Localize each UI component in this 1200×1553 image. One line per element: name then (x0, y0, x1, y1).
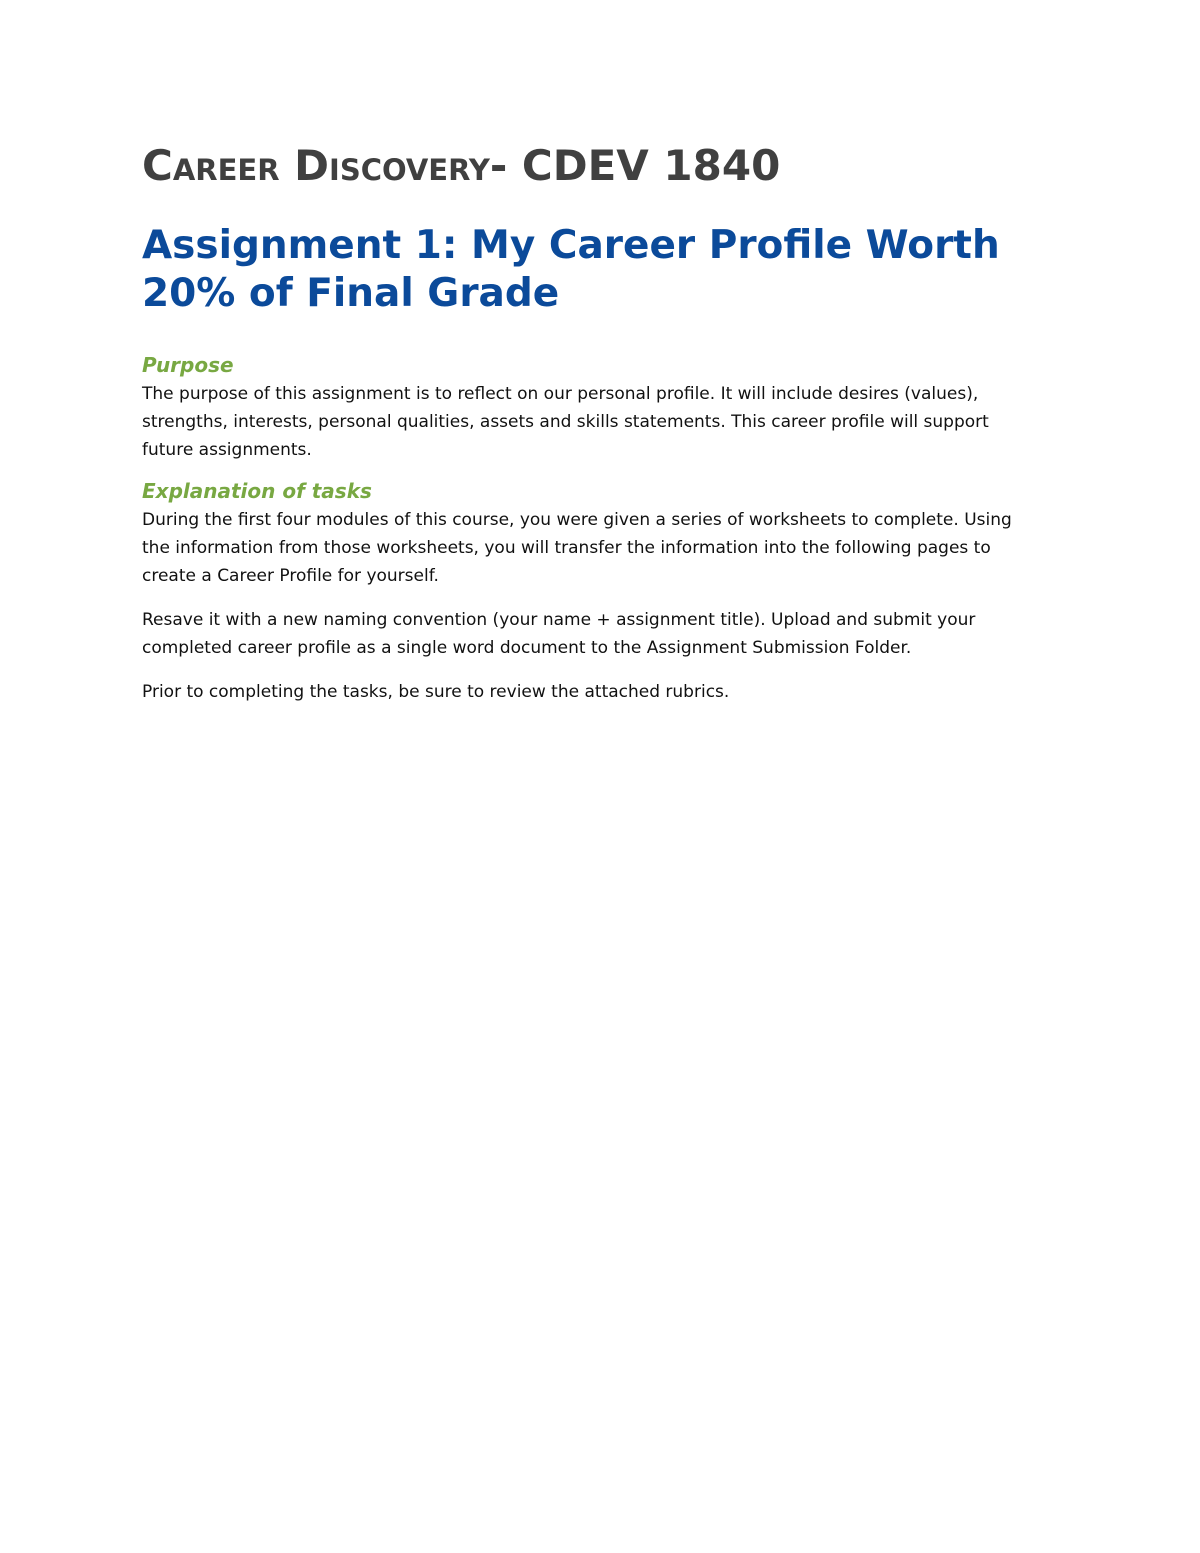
section-heading-explanation: Explanation of tasks (142, 479, 372, 503)
explanation-paragraph-2: Resave it with a new naming convention (your name + assignment title). Upload and submit your completed career profile as a single word document to the Assignment Submission Folder. (142, 610, 976, 658)
section-heading-purpose: Purpose (142, 353, 234, 377)
explanation-paragraph-1: During the first four modules of this course, you were given a series of worksheets to complete. Using the information from those worksheets, you will transfer the information into the following pages to create a Career Profile for yourself. (142, 510, 1012, 586)
explanation-paragraph-3: Prior to completing the tasks, be sure to review the attached rubrics. (142, 682, 730, 702)
purpose-paragraph: The purpose of this assignment is to reflect on our personal profile. It will include desires (values), strengths, interests, personal qualities, assets and skills statements. This career profile will support future assignments. (142, 384, 989, 460)
assignment-title: Assignment 1: My Career Profile Worth 20% of Final Grade (142, 223, 1000, 316)
document-content (142, 138, 1062, 706)
course-title: Career Discovery- CDEV 1840 (142, 141, 781, 190)
